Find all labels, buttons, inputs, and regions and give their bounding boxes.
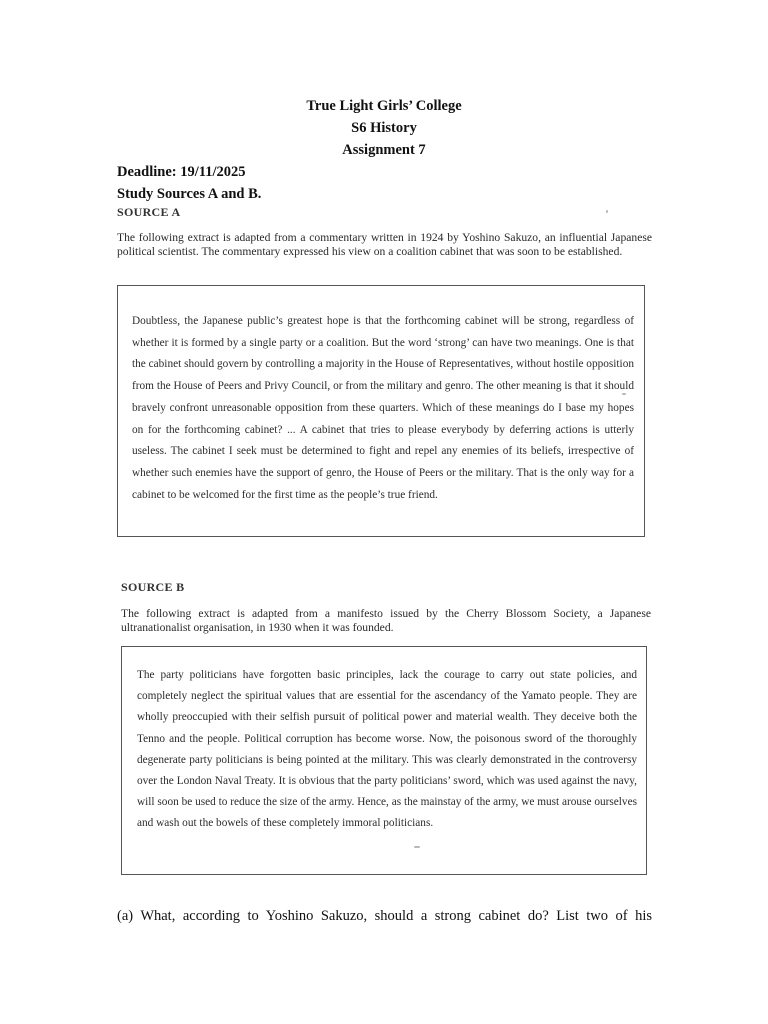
source-b-heading: SOURCE B — [121, 580, 185, 594]
scan-mark — [622, 393, 626, 395]
instruction: Study Sources A and B. — [117, 186, 262, 202]
source-a-heading: SOURCE A — [117, 205, 181, 219]
source-b-extract: The party politicians have forgotten basic principles, lack the courage to carry out state policies, and completely neglect the spiritual values that are essential for the ascendancy of the Yamato people. They are wholly preoccupied with their selfish pursuit of political power and material wealth. They deceive both the Tenno and the people. Political corruption has become worse. Now, the poisonous sword of the thoroughly degenerate party politicians is being pointed at the military. This was clearly demonstrated in the controversy over the London Naval Treaty. It is obvious that the party politicians’ sword, which was used against the navy, will soon be used to reduce the size of the army. Hence, as the mainstay of the army, we must arouse ourselves and wash out the bowels of these completely immoral politicians. — [137, 669, 637, 830]
school-name: True Light Girls’ College — [306, 98, 462, 114]
source-a-box — [117, 285, 645, 537]
question-a: (a) What, according to Yoshino Sakuzo, should a strong cabinet do? List two of his — [117, 908, 652, 924]
deadline: Deadline: 19/11/2025 — [117, 164, 246, 180]
scan-mark — [606, 210, 608, 213]
scan-mark — [414, 846, 420, 848]
source-b-intro: The following extract is adapted from a manifesto issued by the Cherry Blossom Society, a Japanese ultranationalist organisation, in 1930 when it was founded. — [121, 607, 651, 634]
assignment-title: Assignment 7 — [342, 142, 426, 158]
source-a-extract: Doubtless, the Japanese public’s greatest hope is that the forthcoming cabinet will be strong, regardless of whether it is formed by a single party or a coalition. But the word ‘strong’ can have two meanings. One is that the cabinet should govern by controlling a majority in the House of Representatives, without hostile opposition from the House of Peers and Privy Council, or from the military and genro. The other meaning is that it should bravely confront unreasonable opposition from these quarters. Which of these meanings do I base my hopes on for the forthcoming cabinet? ... A cabinet that tries to please everybody by deferring actions is utterly useless. The cabinet I seek must be determined to fight and repel any enemies of its beliefs, irrespective of whether such enemies have the support of genro, the House of Peers or the military. That is the only way for a cabinet to be welcomed for the first time as the people’s true friend. — [132, 315, 634, 501]
source-b-box — [121, 646, 647, 875]
source-a-intro: The following extract is adapted from a commentary written in 1924 by Yoshino Sakuzo, an influential Japanese political scientist. The commentary expressed his view on a coalition cabinet that was soon to be established. — [117, 231, 652, 258]
subject-title: S6 History — [351, 120, 417, 136]
